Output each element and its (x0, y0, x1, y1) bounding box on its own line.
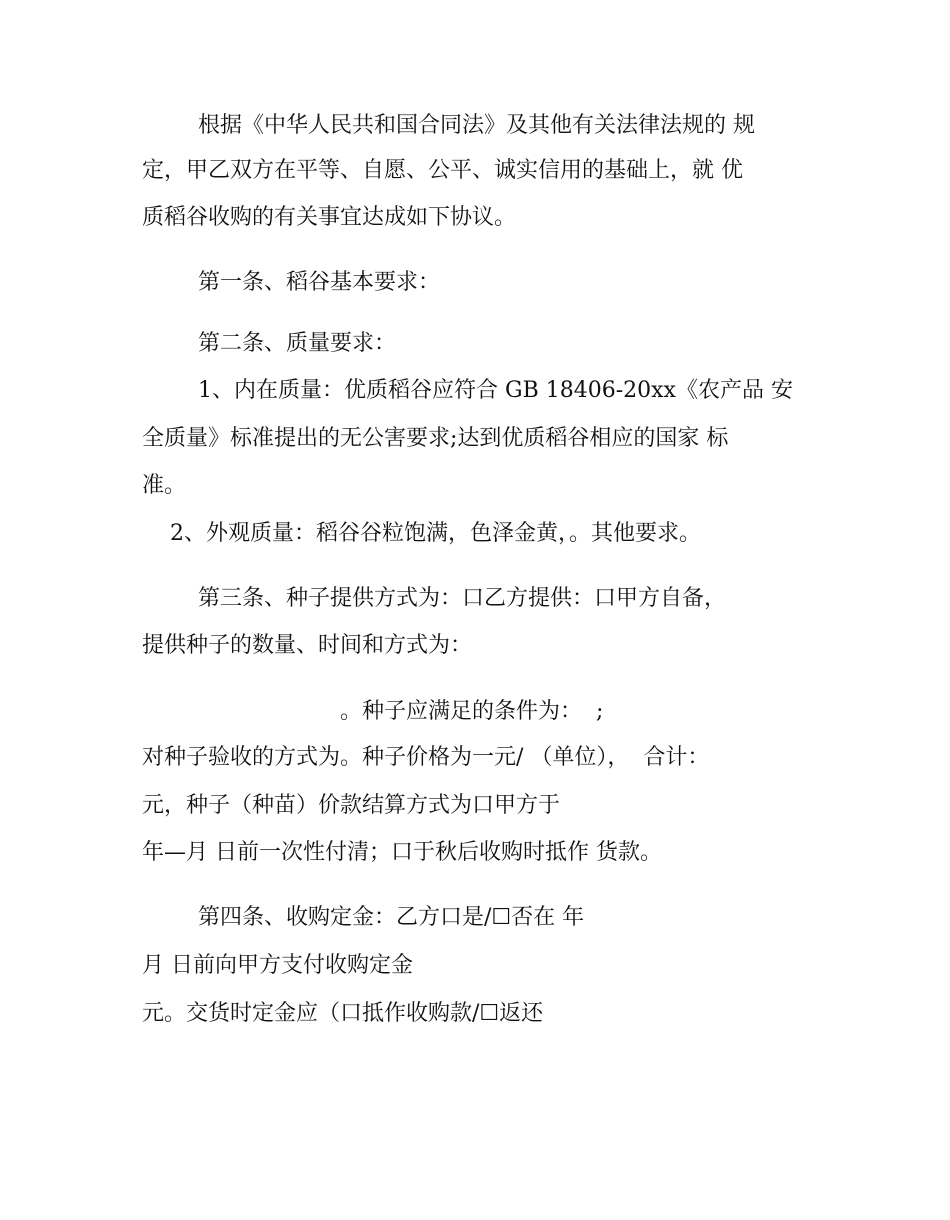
article-3-line-2: 提供种子的数量、时间和方式为： (142, 633, 473, 658)
article-3-line-3: 。种子应满足的条件为： ; (340, 699, 604, 724)
intro-line-3: 质稻谷收购的有关事宜达成如下协议。 (142, 205, 517, 230)
article-2-item-1-line-1: 1、内在质量：优质稻谷应符合 GB 18406-20xx《农产品 安 (198, 378, 793, 403)
intro-line-2: 定，甲乙双方在平等、自愿、公平、诚实信用的基础上，就 优 (142, 158, 743, 183)
article-2-title: 第二条、质量要求： (198, 331, 397, 356)
article-1-title: 第一条、稻谷基本要求： (198, 270, 441, 295)
article-3-line-4: 对种子验收的方式为。种子价格为一元/ （单位）， 合计： (142, 745, 710, 770)
article-2-item-2: 2、外观质量：稻谷谷粒饱满，色泽金黄，。其他要求。 (170, 521, 701, 546)
intro-line-1: 根据《中华人民共和国合同法》及其他有关法律法规的 规 (198, 113, 755, 138)
article-4-line-2: 月 日前向甲方支付收购定金 (142, 953, 413, 978)
article-3-line-5: 元，种子（种苗）价款结算方式为口甲方于 (142, 793, 561, 818)
article-2-item-1-line-2: 全质量》标准提出的无公害要求;达到优质稻谷相应的国家 标 (142, 426, 729, 451)
article-3-line-6: 年—月 日前一次性付清；口于秋后收购时抵作 货款。 (142, 840, 662, 865)
article-4-line-3: 元。交货时定金应（口抵作收购款/☐返还 (142, 1001, 544, 1026)
article-2-item-1-line-3: 准。 (142, 473, 187, 498)
article-3-line-1: 第三条、种子提供方式为：口乙方提供：口甲方自备， (198, 586, 727, 611)
article-4-line-1: 第四条、收购定金：乙方口是/☐否在 年 (198, 905, 585, 930)
